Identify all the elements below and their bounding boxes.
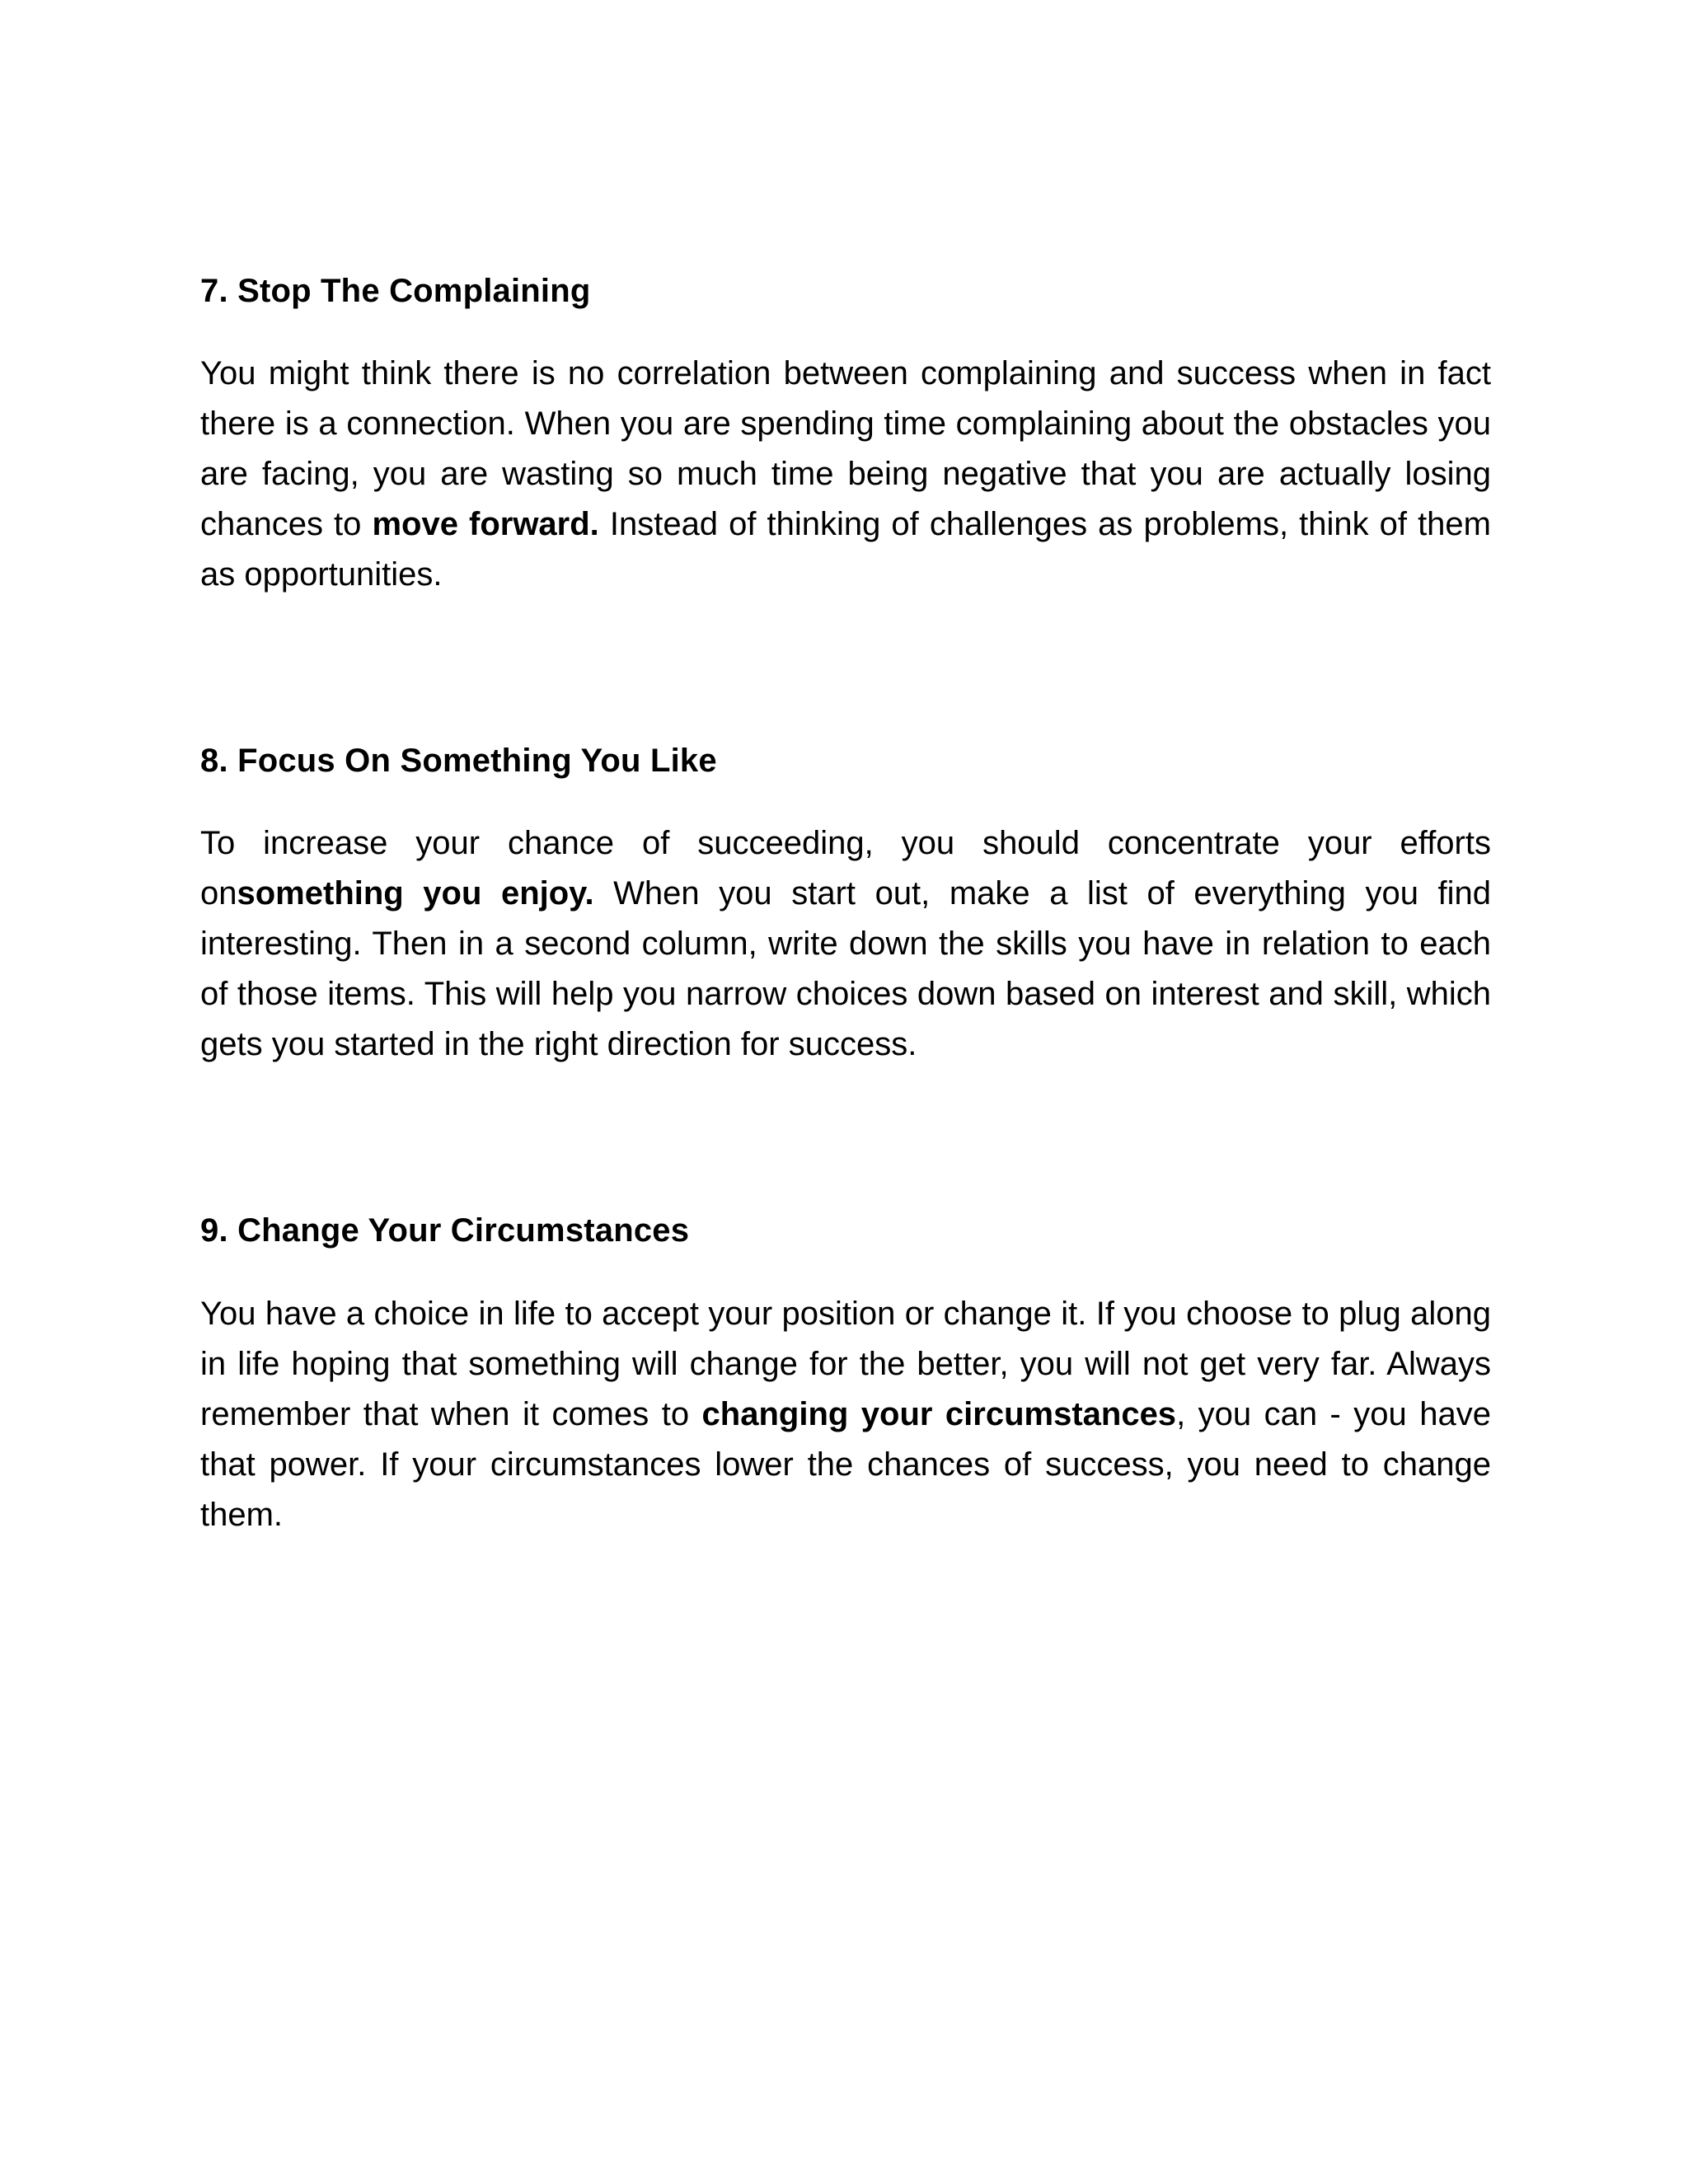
- section-9-paragraph: You have a choice in life to accept your position or change it. If you choose to plug along in life hoping that something will change for the better, you will not get very far. Always remember that when it comes to changing your circumstances, you can - you have that power. If your circumstances lower the chances of success, you need to change them.: [200, 1295, 1491, 1533]
- emphasis-text: move forward.: [372, 506, 599, 543]
- emphasis-text: something you enjoy.: [237, 875, 594, 912]
- section-7-paragraph: You might think there is no correlation between complaining and success when in fact there is a connection. When you are spending time complaining about the obstacles you are facing, you are wasting so much time being negative that you are actually losing chances to move forward. Instead of thinking of challenges as problems, think of them as opportunities.: [200, 355, 1491, 593]
- emphasis-text: changing your circumstances: [701, 1395, 1177, 1432]
- document-body: [200, 272, 1491, 1540]
- section-7-heading: 7. Stop The Complaining: [200, 273, 591, 309]
- section-8-paragraph: To increase your chance of succeeding, you should concentrate your efforts onsomething you enjoy. When you start out, make a list of everything you find interesting. Then in a second column, write down the skills you have in relation to each of those items. This will help you narrow choices down based on interest and skill, which gets you started in the right direction for success.: [200, 825, 1491, 1063]
- section-9-heading: 9. Change Your Circumstances: [200, 1212, 690, 1249]
- section-8-heading: 8. Focus On Something You Like: [200, 743, 717, 780]
- section-7: [200, 272, 1491, 600]
- section-9: [200, 1212, 1491, 1540]
- section-8: [200, 742, 1491, 1070]
